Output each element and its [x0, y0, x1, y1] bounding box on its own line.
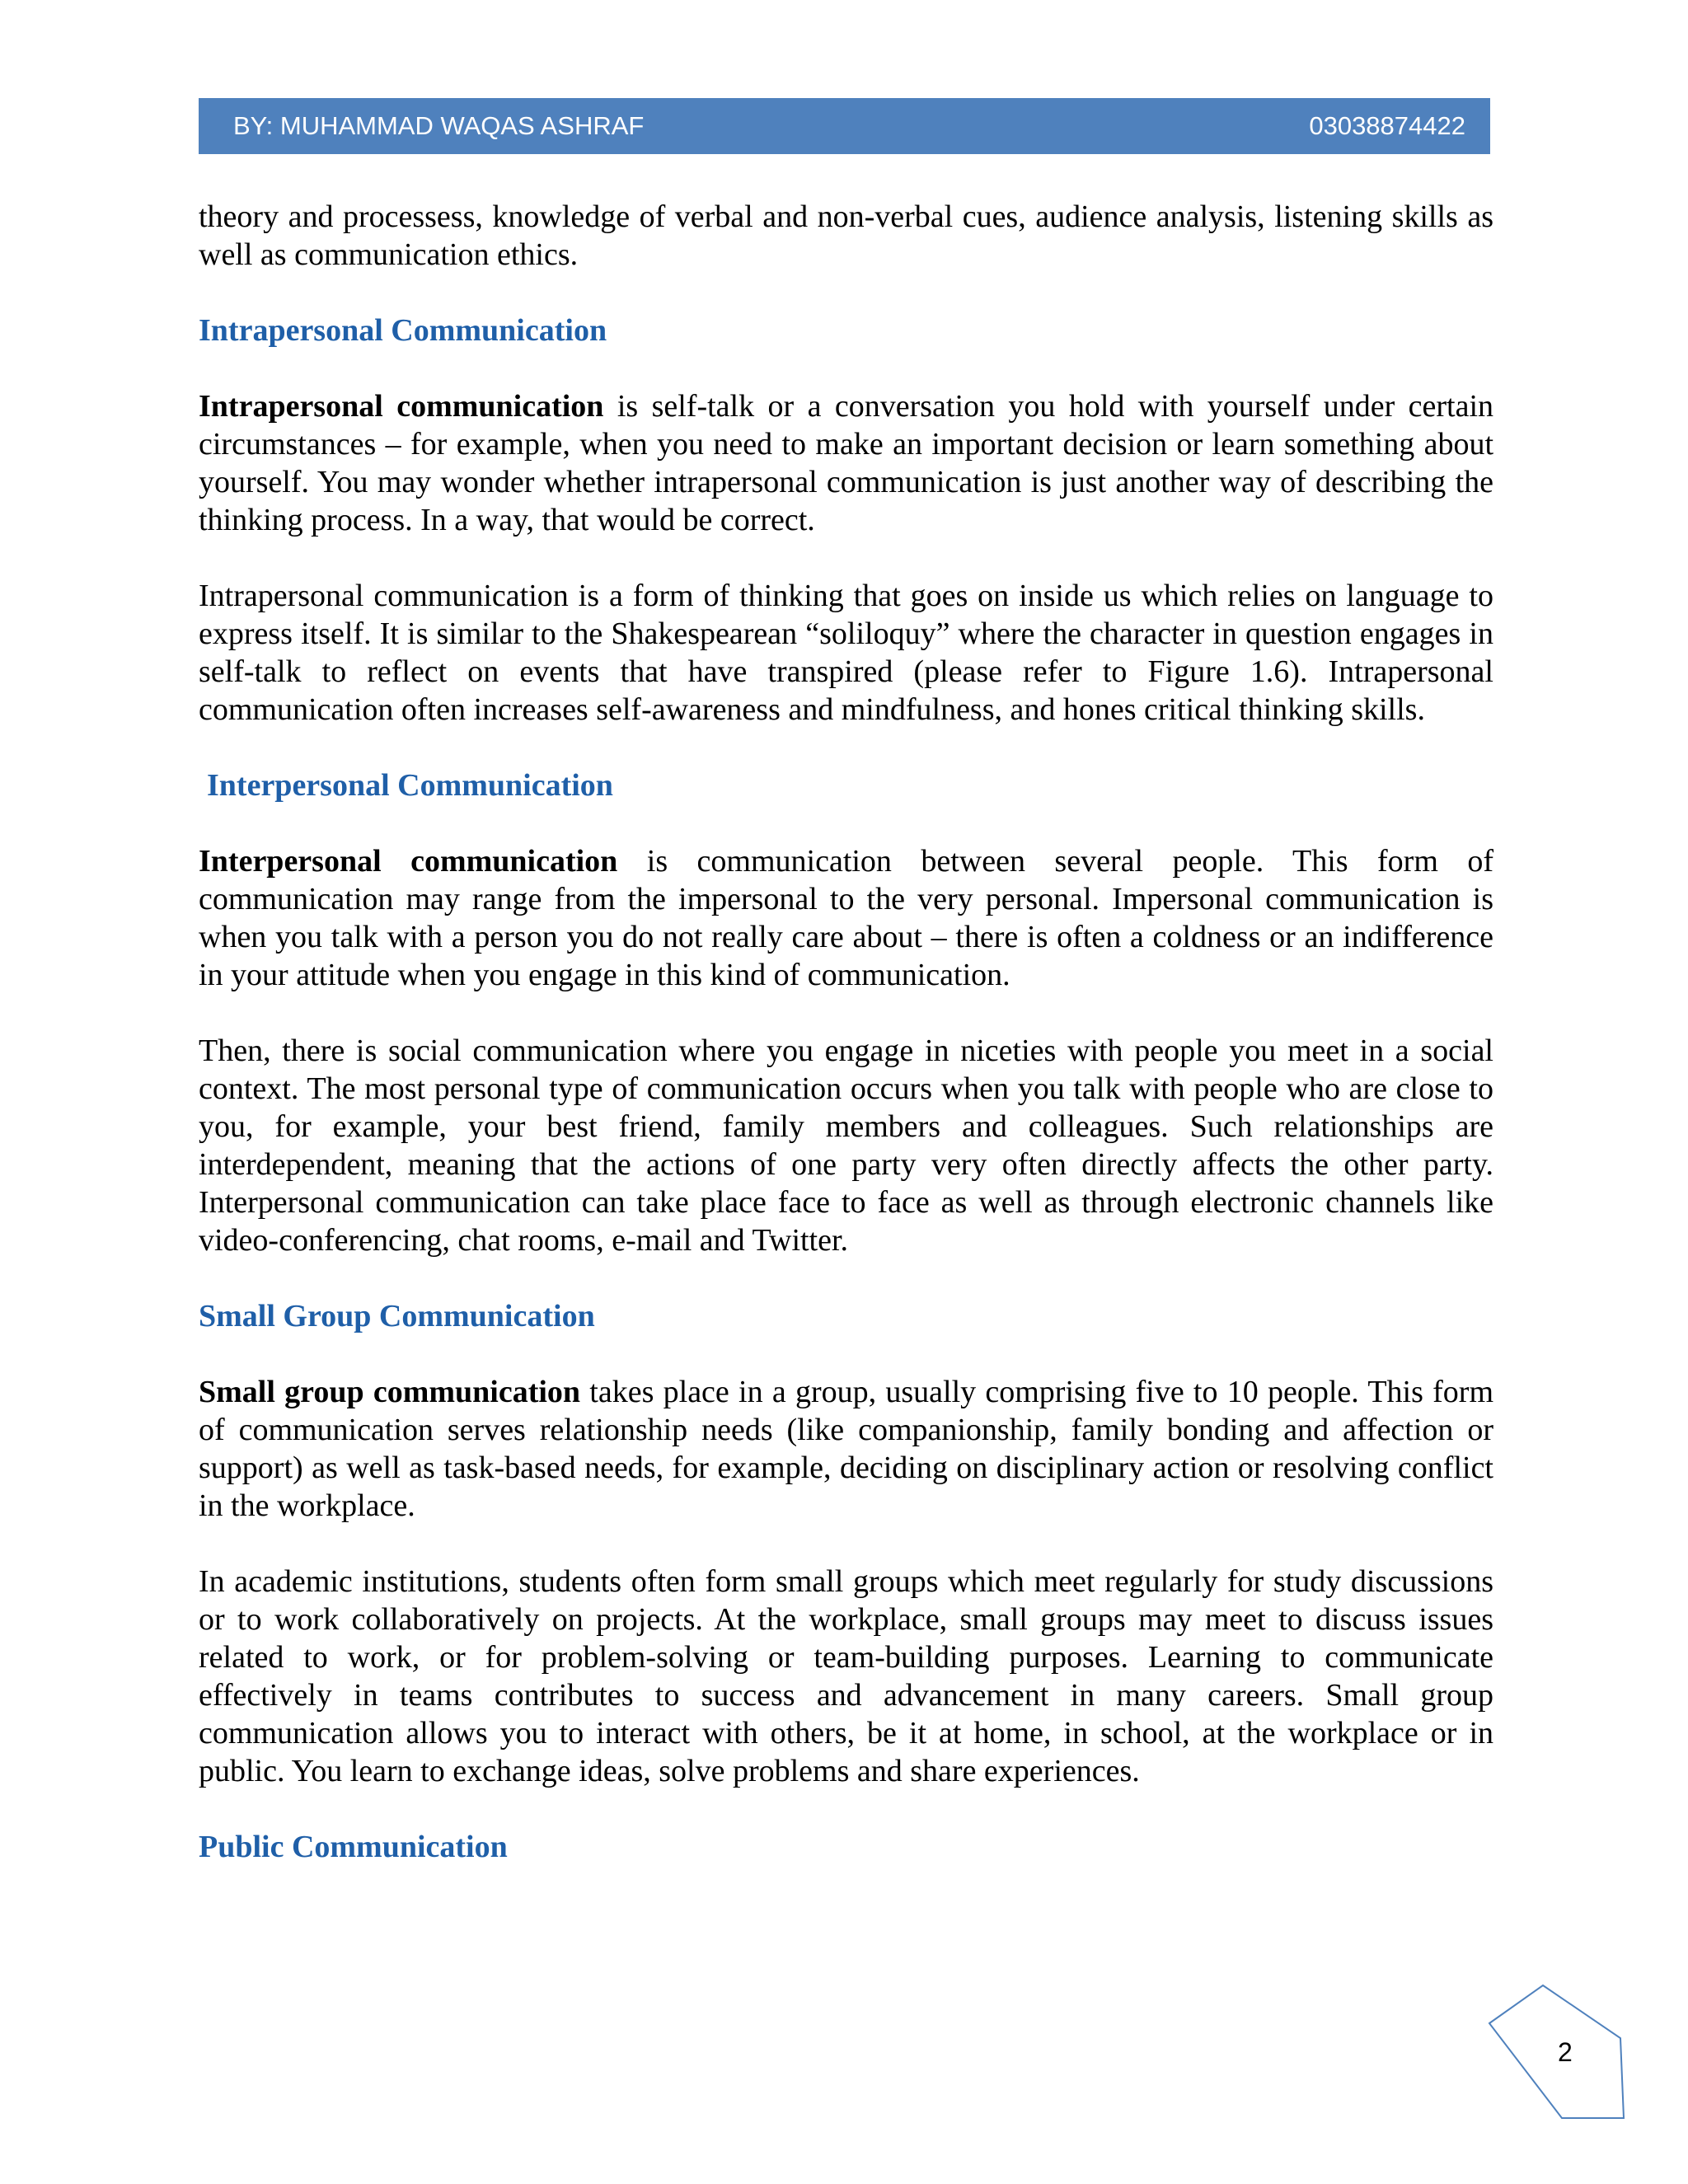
header-author: BY: MUHAMMAD WAQAS ASHRAF: [233, 111, 645, 140]
heading-public: Public Communication: [199, 1830, 508, 1864]
term-intrapersonal: Intrapersonal communication: [199, 389, 604, 424]
paragraph-intrapersonal-thinking: Intrapersonal communication is a form of thinking that goes on inside us which relies on language to express itself. It is similar to the Shakespearean “soliloquy” where the character in question engages in self-talk to reflect on events that have transpired (please refer to Figure 1.6). Intrapersonal communication often increases self-awareness and mindfulness, and hones critical thinking skills.: [199, 579, 1493, 727]
header-phone: 03038874422: [1309, 111, 1465, 140]
heading-intrapersonal: Intrapersonal Communication: [199, 313, 607, 348]
paragraph-intrapersonal-definition: [199, 387, 1493, 539]
paragraph-interpersonal-definition-text: is communication between several people. This form of communication may range from the impersonal to the very personal. Impersonal communication is when you talk with a person you do not really care about – there is often a coldness or an indifference in your attitude when you engage in this kind of communication.: [199, 844, 1493, 992]
header-bar: [199, 98, 1490, 154]
page-content: [199, 198, 1493, 1904]
paragraph-small-group-definition: [199, 1373, 1493, 1525]
paragraph-intrapersonal-definition-text: is self-talk or a conversation you hold with yourself under certain circumstances – for example, when you need to make an important decision or learn something about yourself. You may wonder whether intrapersonal communication is just another way of describing the thinking process. In a way, that would be correct.: [199, 389, 1493, 537]
term-interpersonal: Interpersonal communication: [199, 844, 618, 879]
heading-small-group: Small Group Communication: [199, 1299, 595, 1333]
page-number: 2: [1558, 2037, 1573, 2067]
paragraph-social-communication: Then, there is social communication where you engage in niceties with people you meet in a social context. The most personal type of communication occurs when you talk with people who are close to you, for example, your best friend, family members and colleagues. Such relationships are interdependent, meaning that the actions of one party very often directly affects the other party. Interpersonal communication can take place face to face as well as through electronic channels like video-conferencing, chat rooms, e-mail and Twitter.: [199, 1033, 1493, 1258]
paragraph-intro: theory and processess, knowledge of verbal and non-verbal cues, audience analysis, listening skills as well as communication ethics.: [199, 199, 1493, 272]
heading-interpersonal: Interpersonal Communication: [207, 768, 613, 803]
paragraph-interpersonal-definition: [199, 842, 1493, 994]
paragraph-small-group-definition-text: takes place in a group, usually comprising five to 10 people. This form of communication serves relationship needs (like companionship, family bonding and affection or support) as well as task-based needs, for example, deciding on disciplinary action or resolving conflict in the workplace.: [199, 1375, 1493, 1523]
paragraph-academic-groups: In academic institutions, students often form small groups which meet regularly for study discussions or to work collaboratively on projects. At the workplace, small groups may meet to discuss issues related to work, or for problem-solving or team-building purposes. Learning to communicate effectively in teams contributes to success and advancement in many careers. Small group communication allows you to interact with others, be it at home, in school, at the workplace or in public. You learn to exchange ideas, solve problems and share experiences.: [199, 1564, 1493, 1788]
term-small-group: Small group communication: [199, 1375, 581, 1409]
